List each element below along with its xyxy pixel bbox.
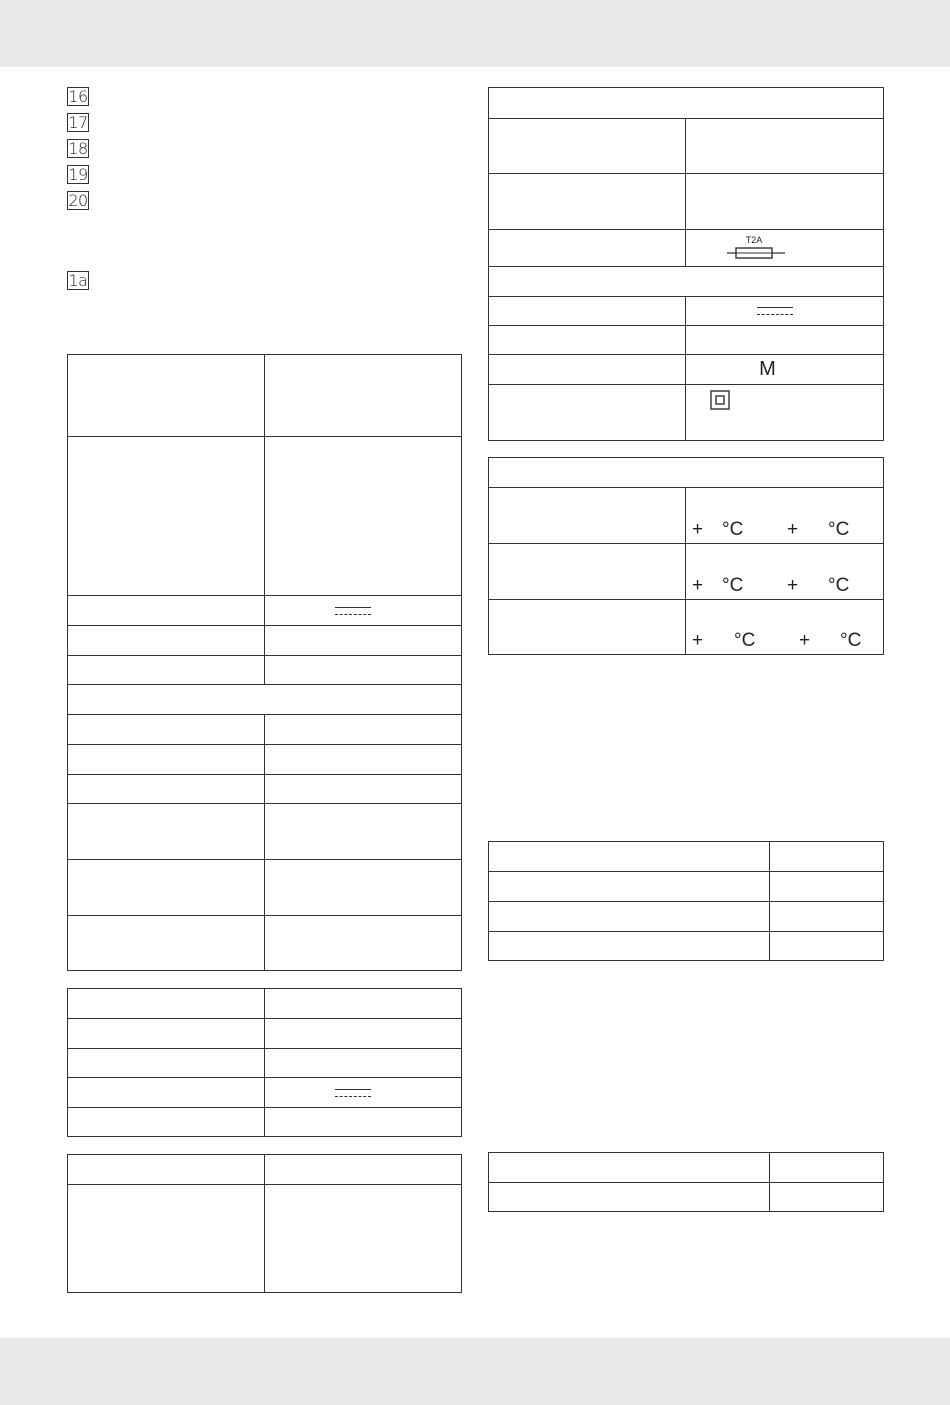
spec-table-left-2: [67, 988, 462, 1137]
header-band: [0, 0, 950, 67]
item-number-17: 17: [68, 113, 88, 132]
item-number-16: 16: [68, 87, 88, 106]
item-number-18: 18: [68, 139, 88, 158]
item-number-20: 20: [68, 191, 88, 210]
dc-symbol-icon: [335, 607, 371, 615]
fuse-icon: [726, 235, 786, 261]
dc-symbol-icon: [335, 1089, 371, 1097]
item-number-1a: 1a: [68, 271, 88, 290]
temperature-table: + °C + °C + °C + °C + °C + °C: [488, 457, 884, 655]
motor-symbol: M: [686, 355, 884, 385]
protection-class-ii-icon: [710, 390, 732, 412]
spec-table-left-1: [67, 354, 462, 971]
spec-table-right-4: [488, 1152, 884, 1212]
spec-table-right-3: [488, 841, 884, 961]
dc-symbol-icon: [757, 307, 793, 315]
item-number-19: 19: [68, 165, 88, 184]
fuse-rating-label: T2A: [745, 235, 763, 245]
spec-table-right-1: [488, 87, 884, 441]
spec-table-left-3: [67, 1154, 462, 1293]
footer-band: [0, 1338, 950, 1405]
